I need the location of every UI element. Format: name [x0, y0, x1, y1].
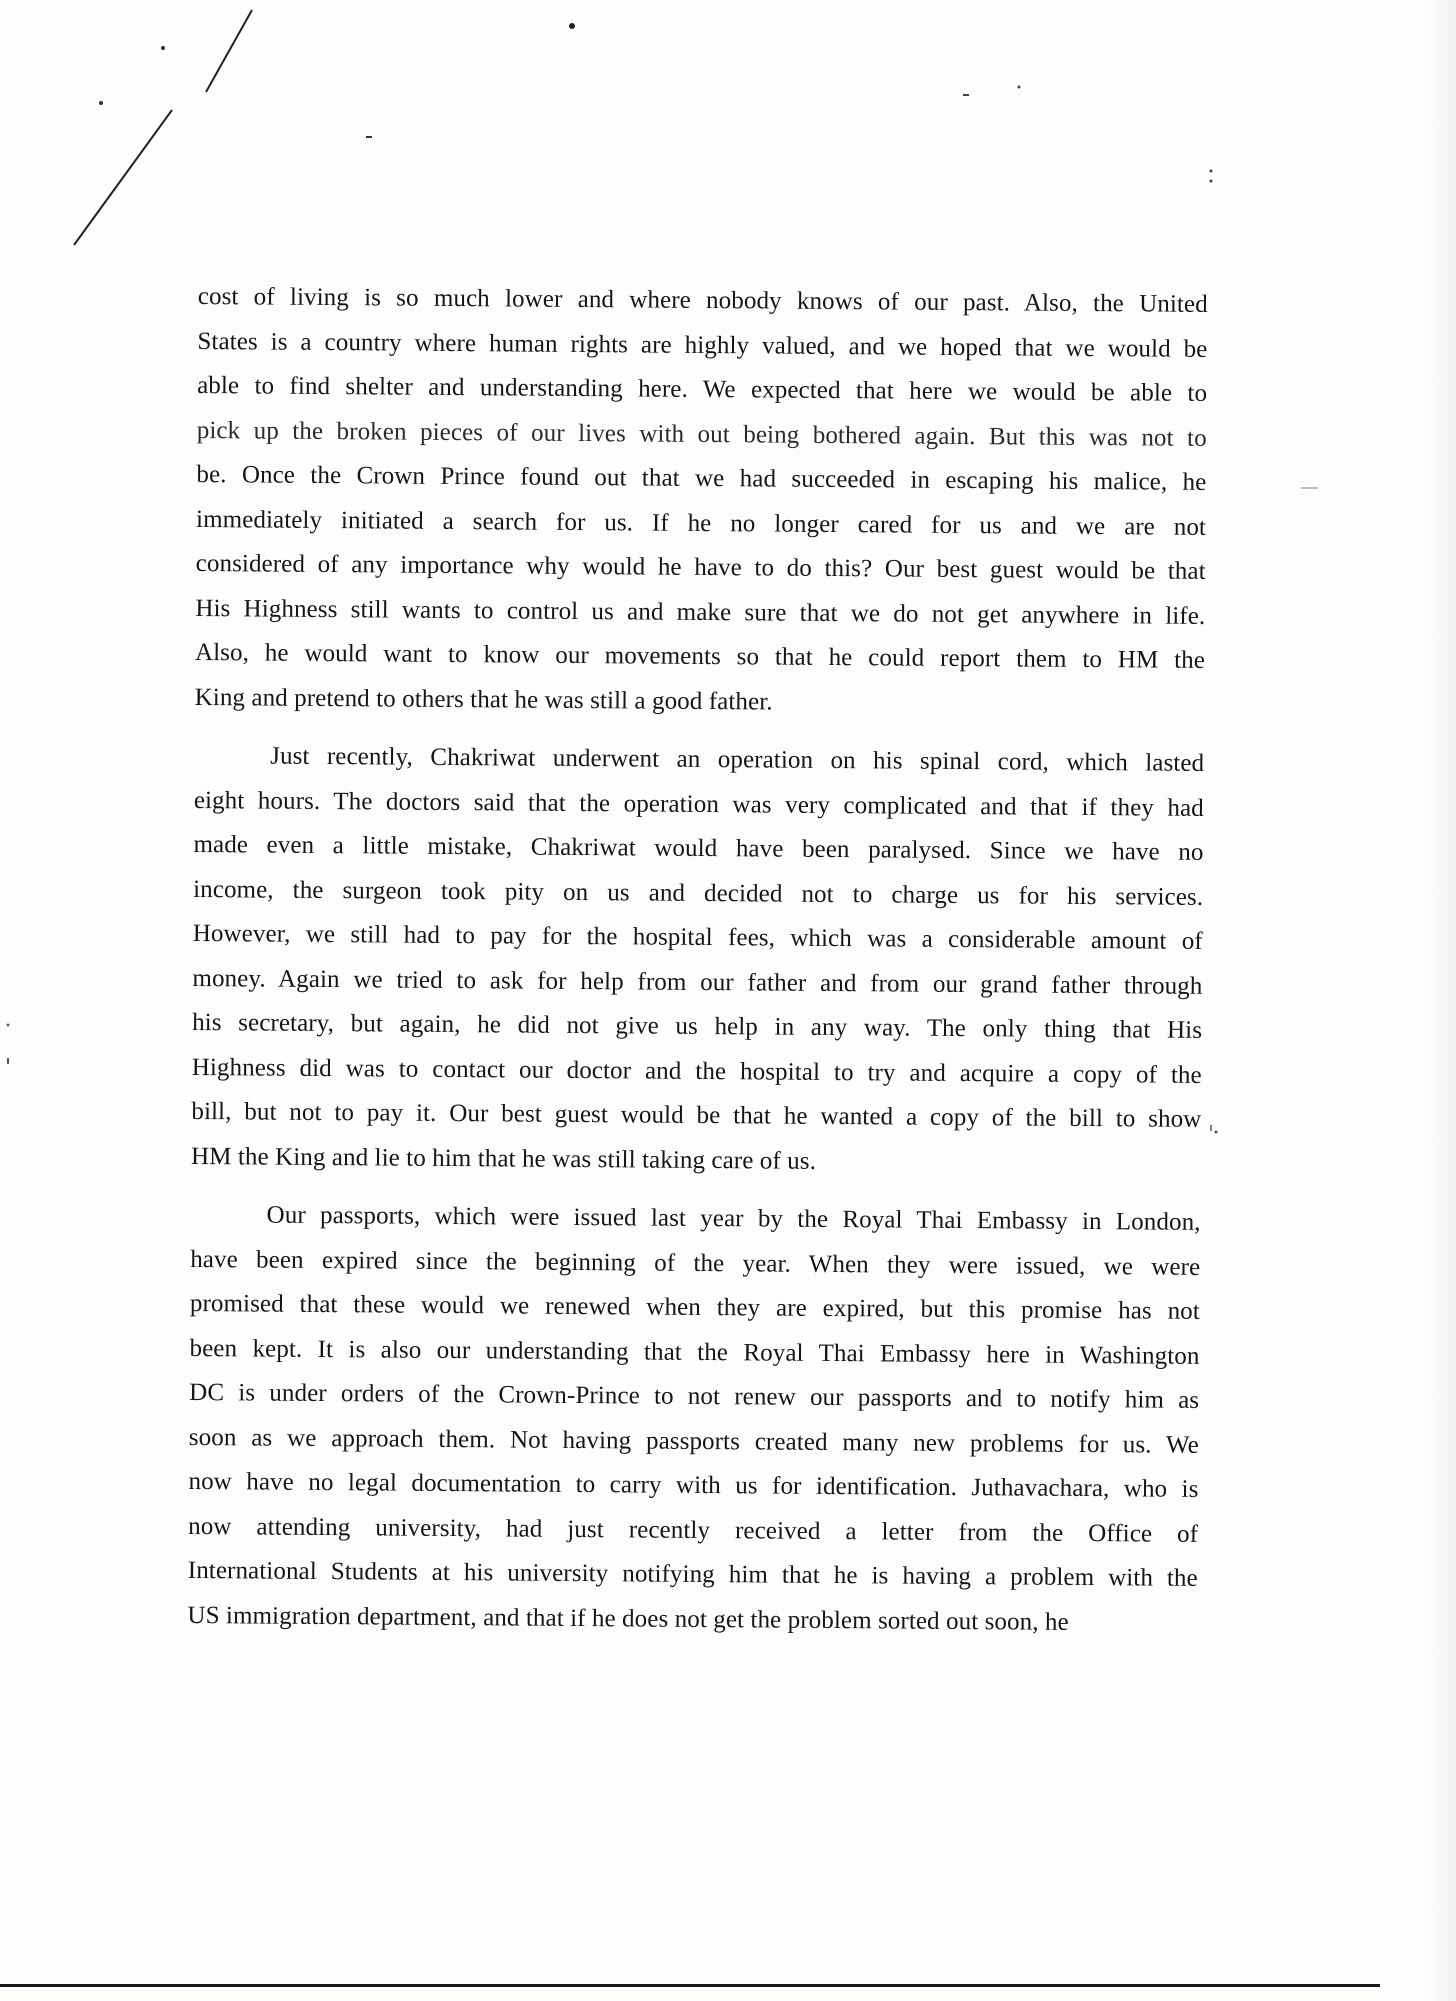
- paragraph-1: [195, 275, 1208, 728]
- bottom-scan-line: [0, 1984, 1380, 1987]
- text-line: eight hours. The doctors said that the operation was very complicated and that if they had: [193, 786, 1204, 822]
- speck: [7, 1024, 10, 1027]
- text-line: promised that these would we renewed when they are expired, but this promise has not: [189, 1289, 1200, 1325]
- text-line: able to find shelter and understanding here. We expected that here we would be able to: [197, 371, 1208, 407]
- text-line: States is a country where human rights are highly valued, and we hoped that we would be: [197, 327, 1208, 363]
- paragraph-2: [191, 734, 1204, 1187]
- text-line: money. Again we tried to ask for help from our father and from our grand father through: [192, 964, 1203, 1000]
- text-line: HM the King and lie to him that he was still taking care of us.: [190, 1142, 817, 1175]
- text-line: income, the surgeon took pity on us and decided not to charge us for his services.: [193, 875, 1204, 911]
- text-line: International Students at his university notifying him that he is having a problem with the: [187, 1556, 1198, 1592]
- speck: [161, 46, 165, 50]
- text-line: Highness did was to contact our doctor and the hospital to try and acquire a copy of the: [191, 1053, 1202, 1089]
- text-line: made even a little mistake, Chakriwat would have been paralysed. Since we have no: [193, 830, 1204, 866]
- speck: [1210, 170, 1213, 173]
- text-line: King and pretend to others that he was still a good father.: [194, 683, 773, 716]
- text-line: cost of living is so much lower and where nobody knows of our past. Also, the United: [197, 282, 1208, 318]
- text-line: soon as we approach them. Not having passports created many new problems for us. We: [188, 1423, 1199, 1459]
- text-line: immediately initiated a search for us. If he no longer cared for us and we are not: [195, 505, 1207, 541]
- text-line: pick up the broken pieces of our lives with out being bothered again. But this was not to: [196, 416, 1207, 452]
- paragraph-3: [187, 1193, 1200, 1646]
- corner-slash-mark-long: [74, 110, 172, 245]
- corner-slash-mark: [206, 10, 252, 92]
- text-line: considered of any importance why would he have to do this? Our best guest would be that: [195, 549, 1206, 585]
- speck: [1210, 180, 1213, 183]
- text-line: now have no legal documentation to carry with us for identification. Juthavachara, who is: [188, 1467, 1199, 1503]
- text-line: bill, but not to pay it. Our best guest would be that he wanted a copy of the bill to show: [191, 1097, 1202, 1133]
- text-line: However, we still had to pay for the hospital fees, which was a considerable amount of: [192, 919, 1203, 955]
- letter-body: [187, 275, 1208, 1660]
- speck: [1018, 86, 1021, 89]
- text-line: Also, he would want to know our movements so that he could report them to HM the: [194, 638, 1206, 674]
- speck: [569, 23, 575, 29]
- text-line: his secretary, but again, he did not give us help in any way. The only thing that His: [192, 1008, 1203, 1044]
- text-line: have been expired since the beginning of the year. When they were issued, we were: [190, 1245, 1201, 1281]
- text-line: be. Once the Crown Prince found out that we had succeeded in escaping his malice, he: [196, 460, 1207, 496]
- text-line: Just recently, Chakriwat underwent an operation on his spinal cord, which lasted: [270, 742, 1205, 777]
- text-line: now attending university, had just recently received a letter from the Office of: [188, 1512, 1199, 1548]
- text-line: US immigration department, and that if he does not get the problem sorted out soon, he: [187, 1601, 1069, 1636]
- text-line: Our passports, which were issued last year by the Royal Thai Embassy in London,: [266, 1201, 1201, 1236]
- text-line: His Highness still wants to control us and make sure that we do not get anywhere in life.: [195, 594, 1206, 630]
- text-line: DC is under orders of the Crown-Prince to not renew our passports and to notify him as: [189, 1378, 1200, 1414]
- speck: [1215, 1131, 1218, 1134]
- text-line: been kept. It is also our understanding that the Royal Thai Embassy here in Washington: [189, 1334, 1200, 1370]
- speck: [99, 101, 103, 105]
- scan-edge-shadow: [1420, 0, 1456, 2001]
